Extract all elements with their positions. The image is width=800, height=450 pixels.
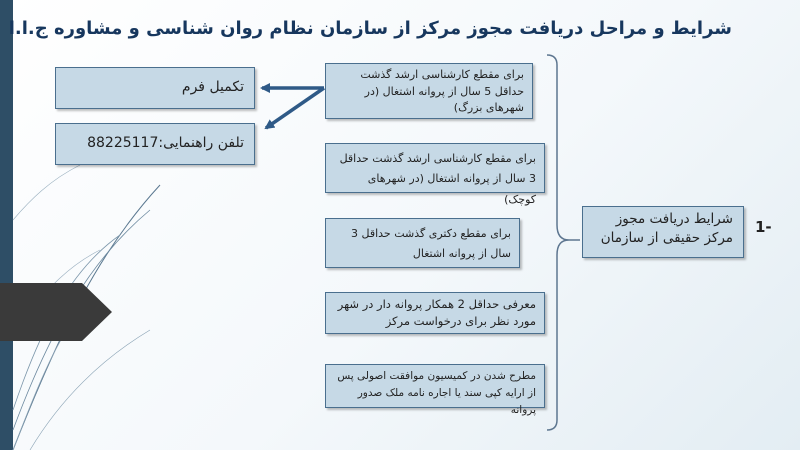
phone-label: تلفن راهنمایی:88225117 — [87, 135, 244, 151]
phone-box — [55, 123, 255, 165]
condition-box-2 — [325, 143, 545, 206]
condition-box-3 — [325, 218, 520, 268]
condition-box-4 — [325, 292, 545, 334]
main-topic-label: شرایط دریافت مجوز مرکز حقیقی از سازمان — [600, 211, 733, 246]
condition-text-1: برای مقطع کارشناسی ارشد گذشت حداقل 5 سال از پروانه اشتغال (در شهرهای بزرگ) — [360, 68, 524, 114]
condition-text-5: مطرح شدن در کمیسیون موافقت اصولی پس از ارایه کپی سند یا اجاره نامه ملک صدور پروانه — [337, 370, 536, 416]
fill-form-box — [55, 67, 255, 109]
fill-form-label: تکمیل فرم — [181, 79, 244, 95]
main-topic-box — [582, 206, 744, 258]
condition-text-3: برای مقطع دکتری گذشت حداقل 3 سال از پروانه اشتغال — [351, 227, 511, 261]
condition-text-4: معرفی حداقل 2 همکار پروانه دار در شهر مورد نظر برای درخواست مرکز — [337, 297, 536, 328]
condition-box-5 — [325, 364, 545, 416]
right-bracket — [547, 55, 569, 430]
condition-box-1 — [325, 63, 533, 119]
page-title: شرایط و مراحل دریافت مجوز مرکز از سازمان نظام روان شناسی و مشاوره ج.ا.ا — [8, 18, 732, 39]
condition-text-2: برای مقطع کارشناسی ارشد گذشت حداقل 3 سال از پروانه اشتغال (در شهرهای کوچک) — [339, 152, 536, 206]
main-topic-number: 1- — [755, 218, 772, 236]
arrow-to-phone — [266, 88, 324, 128]
